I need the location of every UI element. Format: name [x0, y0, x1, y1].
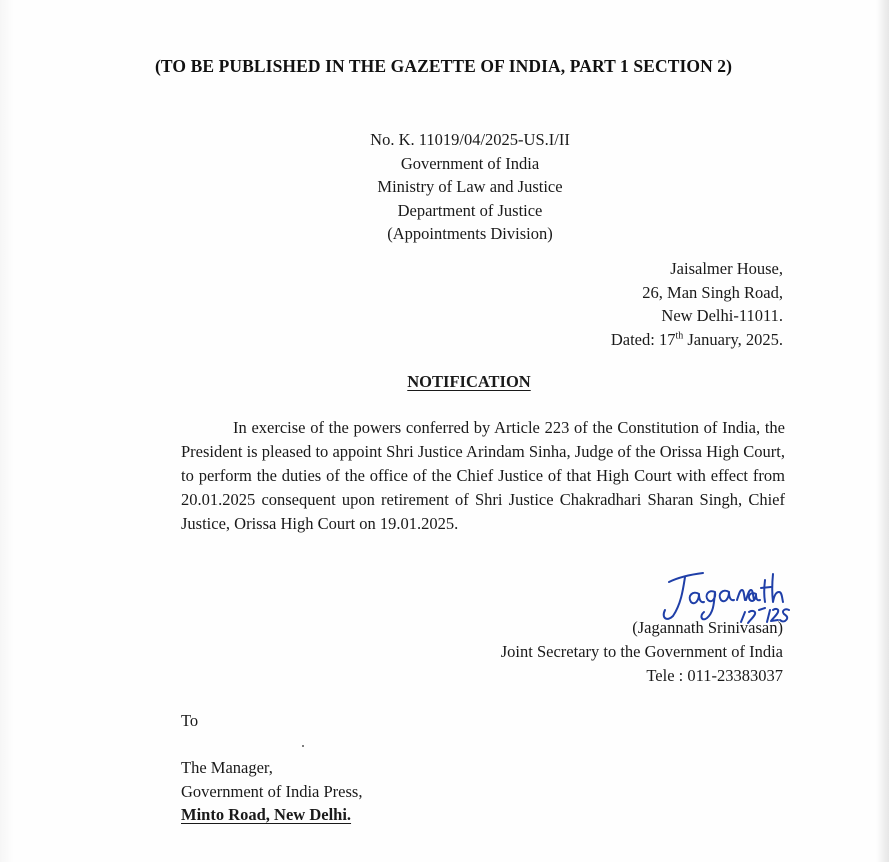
to-label: To	[181, 711, 199, 730]
recipient-line-2: Government of India Press,	[181, 781, 363, 801]
date-suffix: January, 2025.	[683, 329, 783, 349]
signatory-name: (Jagannath Srinivasan)	[632, 618, 783, 637]
address-line-3: New Delhi-11011.	[661, 306, 783, 325]
address-block	[463, 257, 783, 351]
gazette-header: (TO BE PUBLISHED IN THE GAZETTE OF INDIA, PART 1 SECTION 2)	[155, 56, 733, 76]
recipient-line-3: Minto Road, New Delhi.	[181, 805, 352, 824]
recipient-block	[181, 756, 362, 827]
division-name: (Appointments Division)	[387, 224, 553, 243]
date-ordinal: th	[675, 330, 684, 341]
file-number: No. K. 11019/04/2025-US.I/II	[370, 130, 570, 149]
notification-body: In exercise of the powers conferred by Article 223 of the Constitution of India, the President is pleased to appoint Shri Justice Arindam Sinha, Judge of the Orissa High Court, to perform the duties of the office of the Chief Justice of that High Court with effect from 20.01.2025 consequent upon retirement of Shri Justice Chakradhari Sharan Singh, Chief Justice, Orissa High Court on 19.01.2025.	[181, 418, 785, 533]
signatory-block	[383, 616, 783, 688]
ministry-name: Ministry of Law and Justice	[377, 177, 563, 196]
signatory-telephone: Tele : 011-23383037	[646, 666, 783, 685]
date-line	[463, 328, 783, 352]
notification-title: NOTIFICATION	[407, 372, 531, 391]
recipient-line-1: The Manager,	[181, 758, 273, 777]
reference-block	[300, 128, 640, 246]
scan-speck	[302, 745, 304, 747]
signatory-designation: Joint Secretary to the Government of India	[500, 642, 783, 661]
date-prefix: Dated: 17	[610, 329, 676, 349]
address-line-2: 26, Man Singh Road,	[642, 282, 783, 302]
address-line-1: Jaisalmer House,	[670, 259, 783, 278]
government-name: Government of India	[400, 153, 540, 173]
department-name: Department of Justice	[397, 200, 543, 220]
